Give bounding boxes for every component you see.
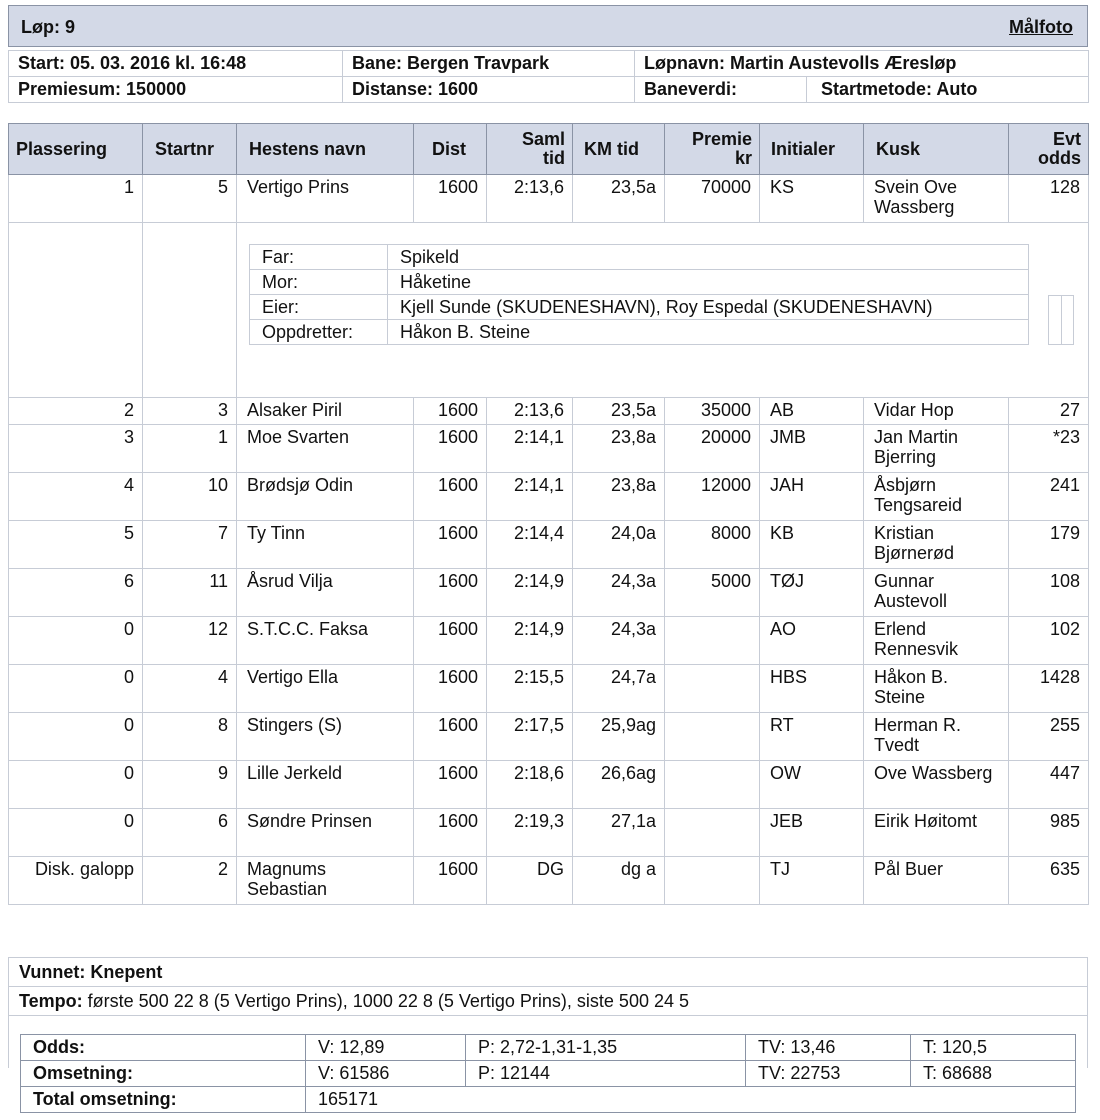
table-row: 6 11 Åsrud Vilja 1600 2:14,9 24,3a 5000 TØJ Gunnar Austevoll 108	[9, 569, 1089, 617]
col-place: Plassering	[9, 124, 143, 175]
col-odds: Evt odds	[1009, 124, 1089, 175]
col-start-no: Startnr	[143, 124, 237, 175]
pedigree-label: Far:	[250, 245, 388, 270]
pedigree-label: Eier:	[250, 295, 388, 320]
total-turnover: 165171	[306, 1087, 1076, 1113]
col-prize: Premie kr	[665, 124, 760, 175]
col-horse: Hestens navn	[237, 124, 414, 175]
start-method: Startmetode: Auto	[807, 77, 1089, 103]
col-initials: Initialer	[760, 124, 864, 175]
pedigree-label: Mor:	[250, 270, 388, 295]
pedigree-value: Håkon B. Steine	[388, 320, 1029, 345]
table-row: 1 5 Vertigo Prins 1600 2:13,6 23,5a 70000 KS Svein Ove Wassberg 128	[9, 175, 1089, 223]
table-row: 0 4 Vertigo Ella 1600 2:15,5 24,7a HBS Håkon B. Steine 1428	[9, 665, 1089, 713]
track-value: Baneverdi:	[635, 77, 807, 103]
pedigree-label: Oppdretter:	[250, 320, 388, 345]
prize-sum: Premiesum: 150000	[9, 77, 343, 103]
pedigree-value: Spikeld	[388, 245, 1029, 270]
table-row: 0 9 Lille Jerkeld 1600 2:18,6 26,6ag OW Ove Wassberg 447	[9, 761, 1089, 809]
table-row: 0 8 Stingers (S) 1600 2:17,5 25,9ag RT Herman R. Tvedt 255	[9, 713, 1089, 761]
table-row: 0 12 S.T.C.C. Faksa 1600 2:14,9 24,3a AO Erlend Rennesvik 102	[9, 617, 1089, 665]
distance: Distanse: 1600	[343, 77, 635, 103]
race-name: Løpnavn: Martin Austevolls Æresløp	[635, 51, 1089, 77]
col-total-time: Saml tid	[487, 124, 573, 175]
table-row: 0 6 Søndre Prinsen 1600 2:19,3 27,1a JEB Eirik Høitomt 985	[9, 809, 1089, 857]
start-time: Start: 05. 03. 2016 kl. 16:48	[9, 51, 343, 77]
col-dist: Dist	[414, 124, 487, 175]
turnover-label: Omsetning:	[21, 1061, 306, 1087]
odds-label: Odds:	[21, 1035, 306, 1061]
odds-table: Odds: V: 12,89 P: 2,72-1,31-1,35 TV: 13,46 T: 120,5 Omsetning: V: 61586 P: 12144 TV: 22753 T: 68688 Total omsetning: 165171	[20, 1034, 1076, 1113]
race-info-table	[8, 50, 1089, 103]
total-turnover-label: Total omsetning:	[21, 1087, 306, 1113]
pedigree-table	[249, 244, 1029, 345]
pedigree-row	[9, 223, 1089, 398]
tempo: Tempo: første 500 22 8 (5 Vertigo Prins), 1000 22 8 (5 Vertigo Prins), siste 500 24 5	[9, 987, 1088, 1016]
pedigree-value: Kjell Sunde (SKUDENESHAVN), Roy Espedal (SKUDENESHAVN)	[388, 295, 1029, 320]
track: Bane: Bergen Travpark	[343, 51, 635, 77]
col-km-time: KM tid	[573, 124, 665, 175]
table-row: 2 3 Alsaker Piril 1600 2:13,6 23,5a 35000 AB Vidar Hop 27	[9, 398, 1089, 425]
pedigree-value: Håketine	[388, 270, 1029, 295]
table-row: 5 7 Ty Tinn 1600 2:14,4 24,0a 8000 KB Kristian Bjørnerød 179	[9, 521, 1089, 569]
race-header	[8, 5, 1088, 47]
won-by: Vunnet: Knepent	[9, 958, 1088, 987]
table-row: Disk. galopp 2 Magnums Sebastian 1600 DG dg a TJ Pål Buer 635	[9, 857, 1089, 905]
table-row: 3 1 Moe Svarten 1600 2:14,1 23,8a 20000 JMB Jan Martin Bjerring *23	[9, 425, 1089, 473]
col-driver: Kusk	[864, 124, 1009, 175]
photo-finish-link[interactable]: Målfoto	[1009, 17, 1073, 37]
pedigree-side-box	[1048, 295, 1074, 345]
table-row: 4 10 Brødsjø Odin 1600 2:14,1 23,8a 12000 JAH Åsbjørn Tengsareid 241	[9, 473, 1089, 521]
race-number: Løp: 9	[21, 17, 75, 37]
results-table	[8, 123, 1089, 905]
